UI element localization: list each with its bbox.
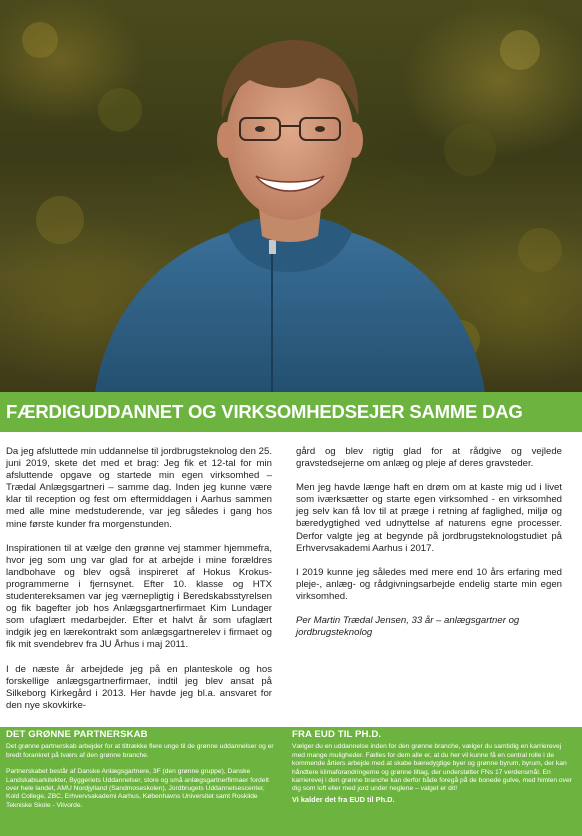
author-signature: Per Martin Trædal Jensen, 33 år – anlægsgartner og jordbrugsteknolog [296, 615, 520, 639]
footer-career [292, 731, 574, 812]
article-column-left [6, 446, 272, 724]
portrait-photo [0, 0, 582, 392]
portrait-photo-icon [0, 0, 582, 392]
footer-heading-career: FRA EUD TIL PH.D. [292, 729, 382, 740]
footer-banner [0, 727, 582, 836]
paragraph: Inspirationen til at vælge den grønne vej stammer hjemmefra, hvor jeg som ung var glad for at arbejde i mine forældres landbohave og blev også inspireret af Hokus Krokus-programmerne i fjernsynet. Efter 10. klasse og HTX studentereksamen var jeg værnepligtig i Beredskabsstyrelsen og fik bagefter job hos Anlægsgartnerfirmaet Kim Lundager som ufaglært medarbejder. Efter et halvt år som ufaglært indgik jeg en lærekontrakt som anlægsgartnerelev i firmaet og fik mit svendebrev fra JU Århus i maj 2011. [6, 542, 272, 651]
title-banner [0, 392, 582, 432]
footer-paragraph: Vælger du en uddannelse inden for den grønne branche, vælger du samtidig en karrierevej med mange muligheder. Fælles for dem alle er, at du her vil kunne få en central rolle i de kommende årtiers arbejde med at skabe bæredygtige byer og grønne byrum, byrum, der kan håndtere klimaforandringerne og grønne tiltag, der understøtter FNs 17 verdensmål. En karrierevej i den grønne branche kan derfor både foregå på de bonede gulve, med himlen over dig som loft eller med jord under neglene – valget er dit! [292, 743, 572, 793]
footer-heading-partnership: DET GRØNNE PARTNERSKAB [6, 729, 148, 740]
paragraph: Men jeg havde længe haft en drøm om at kaste mig ud i livet som iværksætter og starte egen virksomhed - en virksomhed jeg selv kan få lov til at præge i retning af faglighed, miljø og bæredygtighed ved udnyttelse af naturens egne processer. Derfor valgte jeg at begynde på jordbrugsteknologstudiet på Erhvervsakademi Aarhus i 2017. [296, 482, 562, 554]
article-body [6, 446, 572, 710]
footer-closing: Vi kalder det fra EUD til Ph.D. [292, 794, 395, 804]
footer-paragraph: Det grønne partnerskab arbejder for at tiltrække flere unge til de grønne uddannelser og er bredt forankret på tværs af den grønne branche. [6, 743, 274, 759]
paragraph: I 2019 kunne jeg således med mere end 10 års erfaring med pleje-, anlæg- og rådgivningsarbejde endelig starte min egen virksomhed. [296, 566, 562, 602]
page-title: FÆRDIGUDDANNET OG VIRKSOMHEDSEJER SAMME DAG [6, 401, 523, 422]
footer-paragraph: Partnerskabet består af Danske Anlægsgartnere, 3F (den grønne gruppe), Danske Landskabsarkitekter, Byggeriets Uddannelser, store og små anlægsgartnerfirmaer fordelt over hele landet, AMU Nordjylland (Sandmoseskolen), Jordbrugets Uddannelsescenter, Kold College, ZBC, Erhvervsakademi Aarhus, Københavns Universitet samt Roskilde Tekniske Skole - Vilvorde. [6, 768, 269, 809]
paragraph: Da jeg afsluttede min uddannelse til jordbrugsteknolog den 25. juni 2019, skete det med et brag: Jeg fik et 12-tal for min afsluttende opgave og startede min egen virksomhed – Trædal Anlægsgartneri – samme dag. Inden jeg kunne være klar til reception og fest om eftermiddagen i Aarhus sammen med alle mine medstuderende, var jeg således i gang hos mine første kunder fra morgenstunden. [6, 446, 272, 530]
article-column-right [296, 446, 562, 651]
paragraph: gård og blev rigtig glad for at rådgive og vejlede gravstedsejerne om anlæg og pleje af deres gravsteder. [296, 446, 562, 470]
paragraph: I de næste år arbejdede jeg på en planteskole og hos forskellige anlægsgartnerfirmaer, indtil jeg blev ansat på Silkeborg Kirkegård i 2013. Her havde jeg bl.a. ansvaret for den nye skovkirke- [6, 663, 272, 711]
footer-partnership [6, 731, 278, 818]
